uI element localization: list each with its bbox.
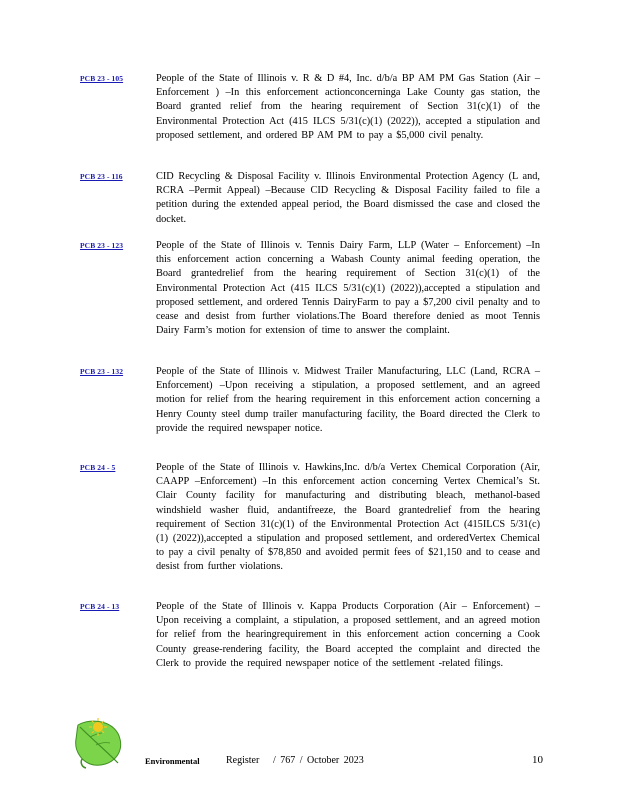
case-number-link[interactable]: PCB 23 - 116 (80, 172, 123, 181)
page-number: 10 (532, 754, 543, 766)
case-number-link[interactable]: PCB 24 - 13 (80, 602, 120, 611)
case-summary: CID Recycling & Disposal Facility v. Illinois Environmental Protection Agency (L and, RCRA –Permit Appeal) –Because CID Recycling & Disposal Facility failed to file a petition during the extended appeal period, the Board dismissed the case and closed the docket. (156, 171, 540, 225)
footer-register: Register (226, 755, 260, 766)
case-number-link[interactable]: PCB 23 - 105 (80, 74, 124, 83)
case-entry (80, 365, 540, 436)
footer-issue: / 767 / October 2023 (273, 755, 364, 766)
case-summary: People of the State of Illinois v. Hawkins,Inc. d/b/a Vertex Chemical Corporation (Air, CAAPP –Enforcement) –In this enforcement action concerning Vertex Chemical’s St. Clair County facility for manufacturing and distributing bleach, methanol-based windshield washer fluid, andantifreeze, the Board grantedrelief from the hearing requirement of Section 31(c)(1) of the Environmental Protection Act (415ILCS 5/31(c)(1) (2022)),accepted a stipulation and proposed settlement, and orderedVertex Chemical to pay a civil penalty of $78,850 and avoided permit fees of $21,150 and to cease and desist from further violations. (156, 462, 540, 573)
case-entry (80, 600, 540, 671)
case-number-link[interactable]: PCB 23 - 123 (80, 241, 124, 250)
footer-publication: Environmental (145, 756, 200, 766)
case-number-link[interactable]: PCB 24 - 5 (80, 463, 116, 472)
case-summary: People of the State of Illinois v. Midwest Trailer Manufacturing, LLC (Land, RCRA –Enforcement) –Upon receiving a stipulation, a proposed settlement, and an agreed motion for relief from the hearing requirement in this enforcement action concerning a Henry County steel dump trailer manufacturing facility, the Board directed the Clerk to provide the required newspaper notice. (156, 366, 540, 434)
case-entry (80, 170, 540, 227)
page-footer (0, 715, 618, 785)
case-entry (80, 72, 540, 143)
environmental-register-logo-icon (72, 715, 124, 769)
case-summary: People of the State of Illinois v. Tennis Dairy Farm, LLP (Water – Enforcement) –In this enforcement action concerning a Wabash County animal feeding operation, the Board grantedrelief from the hearing requirement of Section 31(c)(1) of the Environmental Protection Act (415 ILCS 5/31(c)(1) (2022)),accepted a stipulation and proposed settlement, and ordered Tennis DairyFarm to pay a $7,200 civil penalty and to cease and desist from further violations.The Board therefore denied as moot Tennis Dairy Farm’s motion for extension of time to answer the complaint. (156, 240, 540, 337)
case-summary: People of the State of Illinois v. Kappa Products Corporation (Air – Enforcement) – Upon receiving a complaint, a stipulation, a proposed settlement, and an agreed motion for relief from the hearingrequirement in this enforcement action concerning a Cook County grease-rendering facility, the Board accepted the complaint and directed the Clerk to provide the required newspaper notice of the settlement -related filings. (156, 601, 540, 669)
case-entry (80, 239, 540, 338)
case-entry (80, 461, 540, 575)
case-summary: People of the State of Illinois v. R & D #4, Inc. d/b/a BP AM PM Gas Station (Air –Enforcement ) –In this enforcement actionconcerninga Lake County gas station, the Board granted relief from the hearing requirement of Section 31(c)(1) of the Environmental Protection Act (415 ILCS 5/31(c)(1) (2022)), accepted a stipulation and proposed settlement, and ordered BP AM PM to pay a $5,000 civil penalty. (156, 73, 540, 141)
case-number-link[interactable]: PCB 23 - 132 (80, 367, 124, 376)
